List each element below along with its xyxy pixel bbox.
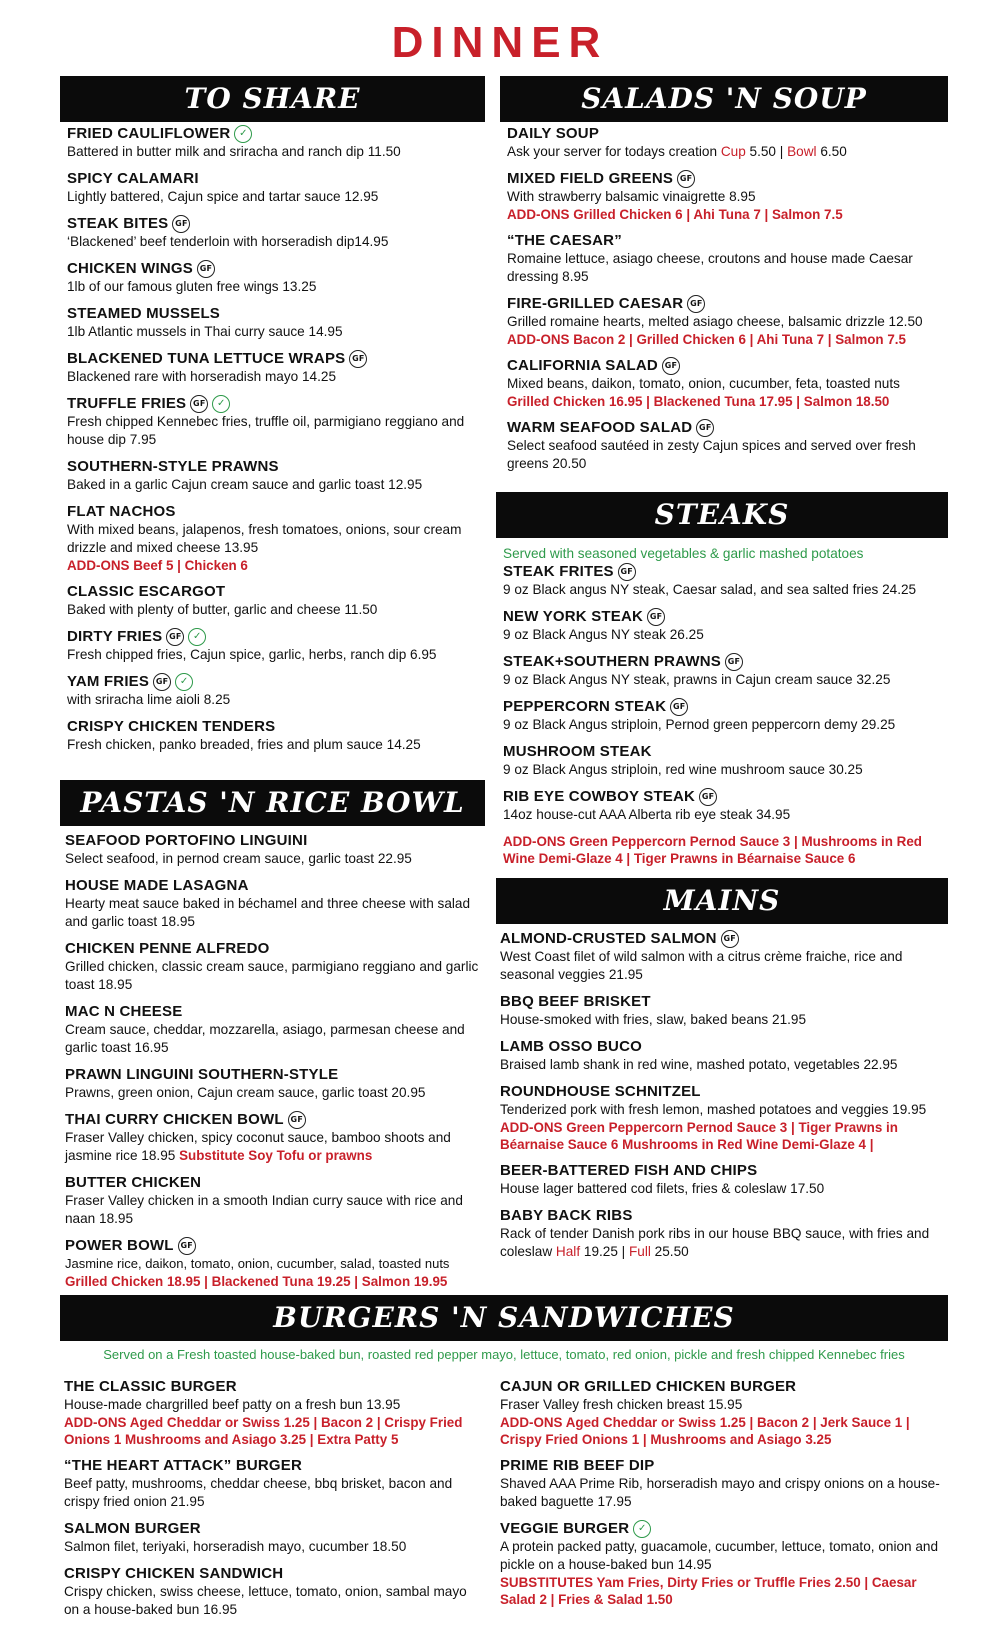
burgers-note: Served on a Fresh toasted house-baked bun, roasted red pepper mayo, lettuce, tomato, red onion, pickle and fresh chipped Kennebec fries: [103, 1347, 905, 1362]
addons-line: ADD-ONS Bacon 2 | Grilled Chicken 6 | Ahi Tuna 7 | Salmon 7.5: [507, 332, 906, 348]
list-item: [507, 357, 947, 410]
item-name: SPICY CALAMARI: [67, 170, 199, 188]
item-desc: Fraser Valley chicken in a smooth Indian curry sauce with rice and naan 18.95: [65, 1193, 463, 1227]
item-desc: Fraser Valley chicken, spicy coconut sauce, bamboo shoots and jasmine rice 18.95 Substitute Soy Tofu or prawns: [65, 1130, 451, 1164]
list-item: [67, 583, 482, 619]
burgers-banner: BURGERS 'N SANDWICHES: [60, 1295, 948, 1341]
item-name: DIRTY FRIES: [67, 628, 163, 646]
salads-list: [507, 125, 947, 482]
item-name: STEAMED MUSSELS: [67, 305, 221, 323]
item-desc: West Coast filet of wild salmon with a citrus crème fraiche, rice and seasonal veggies 21.95: [500, 949, 903, 983]
gluten-free-icon: GF: [696, 419, 714, 437]
item-name: PRIME RIB BEEF DIP: [500, 1457, 655, 1474]
list-item: [500, 930, 948, 984]
steaks-list: [503, 546, 948, 867]
item-desc: Beef patty, mushrooms, cheddar cheese, bbq brisket, bacon and crispy fried onion 21.95: [64, 1476, 453, 1509]
list-item: [500, 1038, 948, 1074]
item-name: MAC N CHEESE: [65, 1003, 183, 1020]
item-desc: ‘Blackened’ beef tenderloin with horseradish dip14.95: [67, 234, 389, 250]
addons-line: ADD-ONS Aged Cheddar or Swiss 1.25 | Bacon 2 | Crispy Fried Onions 1 Mushrooms and Asiago 3.25 | Extra Patty 5: [64, 1415, 463, 1447]
gluten-free-icon: GF: [721, 930, 739, 948]
item-desc: Mixed beans, daikon, tomato, onion, cucumber, feta, toasted nuts: [507, 376, 900, 392]
addons-line: ADD-ONS Green Peppercorn Pernod Sauce 3 | Tiger Prawns in Béarnaise Sauce 6 Mushrooms in Red Wine Demi-Glaze 4 |: [500, 1120, 898, 1153]
list-item: [65, 877, 480, 931]
item-desc: 9 oz Black Angus striploin, red wine mushroom sauce 30.25: [503, 762, 863, 778]
gluten-free-icon: GF: [662, 357, 680, 375]
list-item: [500, 993, 948, 1029]
item-desc: Grilled romaine hearts, melted asiago cheese, balsamic drizzle 12.50: [507, 314, 923, 330]
item-name: SEAFOOD PORTOFINO LINGUINI: [65, 832, 308, 849]
list-item: [67, 170, 482, 206]
item-name: VEGGIE BURGER: [500, 1520, 630, 1537]
list-item: [64, 1378, 484, 1448]
list-item: [67, 628, 482, 664]
item-name: CLASSIC ESCARGOT: [67, 583, 226, 601]
item-desc: House lager battered cod filets, fries & coleslaw 17.50: [500, 1181, 825, 1197]
gluten-free-icon: GF: [618, 563, 636, 581]
half-label: Half: [555, 1244, 581, 1260]
item-name: CALIFORNIA SALAD: [507, 357, 658, 375]
gluten-free-icon: GF: [166, 628, 184, 646]
list-item: [67, 125, 482, 161]
item-name: BLACKENED TUNA LETTUCE WRAPS: [67, 350, 346, 368]
list-item: [500, 1520, 948, 1608]
item-desc: Grilled chicken, classic cream sauce, parmigiano reggiano and garlic toast 18.95: [65, 959, 479, 992]
list-item: [65, 832, 480, 868]
vegetarian-icon: ✓: [234, 125, 252, 143]
list-item: [65, 940, 480, 994]
item-name: SOUTHERN-STYLE PRAWNS: [67, 458, 279, 476]
item-desc: Salmon filet, teriyaki, horseradish mayo, cucumber 18.50: [64, 1539, 407, 1554]
to-share-list: [67, 125, 482, 763]
item-name: PEPPERCORN STEAK: [503, 698, 667, 716]
item-name: WARM SEAFOOD SALAD: [507, 419, 693, 437]
list-item: [65, 1111, 480, 1165]
item-desc: With mixed beans, jalapenos, fresh tomatoes, onions, sour cream drizzle and mixed cheese 13.95: [67, 522, 462, 556]
item-name: STEAK BITES: [67, 215, 169, 233]
burgers-left-list: [64, 1378, 484, 1628]
gluten-free-icon: GF: [687, 295, 705, 313]
vegetarian-icon: ✓: [188, 628, 206, 646]
item-desc: 9 oz Black Angus striploin, Pernod green peppercorn demy 29.25: [503, 717, 896, 733]
item-desc: Crispy chicken, swiss cheese, lettuce, tomato, onion, sambal mayo on a house-baked bun 16.95: [64, 1584, 467, 1617]
item-desc: House-made chargrilled beef patty on a fresh bun 13.95: [64, 1397, 401, 1412]
item-name: MIXED FIELD GREENS: [507, 170, 674, 187]
item-name: HOUSE MADE LASAGNA: [65, 877, 249, 894]
price-options: Grilled Chicken 18.95 | Blackened Tuna 19.25 | Salmon 19.95: [65, 1274, 448, 1290]
list-item: [500, 1207, 948, 1261]
gluten-free-icon: GF: [725, 653, 743, 671]
addons-line: ADD-ONS Aged Cheddar or Swiss 1.25 | Bacon 2 | Jerk Sauce 1 | Crispy Fried Onions 1 | Mushrooms and Asiago 3.25: [500, 1415, 910, 1447]
list-item: [67, 718, 482, 754]
list-item: [67, 260, 482, 296]
list-item: [507, 232, 947, 286]
list-item: [503, 608, 948, 644]
item-name: PRAWN LINGUINI SOUTHERN-STYLE: [65, 1066, 339, 1083]
list-item: [65, 1066, 480, 1102]
item-desc: A protein packed patty, guacamole, cucumber, lettuce, tomato, onion and pickle on a house-baked bun 14.95: [500, 1539, 939, 1573]
item-name: BUTTER CHICKEN: [65, 1174, 202, 1192]
item-name: BEER-BATTERED FISH AND CHIPS: [500, 1162, 758, 1180]
item-name: LAMB OSSO BUCO: [500, 1038, 642, 1056]
item-desc: with sriracha lime aioli 8.25: [67, 692, 231, 708]
list-item: [503, 563, 948, 599]
list-item: [67, 503, 482, 574]
item-desc: Fresh chipped Kennebec fries, truffle oil, parmigiano reggiano and house dip 7.95: [67, 414, 465, 448]
gluten-free-icon: GF: [153, 673, 171, 691]
list-item: [507, 125, 947, 161]
item-desc: Tenderized pork with fresh lemon, mashed potatoes and veggies 19.95: [500, 1102, 927, 1118]
vegetarian-icon: ✓: [633, 1520, 651, 1538]
item-name: CRISPY CHICKEN SANDWICH: [64, 1565, 284, 1582]
list-item: [500, 1083, 948, 1153]
item-name: FRIED CAULIFLOWER: [67, 125, 231, 142]
vegetarian-icon: ✓: [212, 395, 230, 413]
item-desc: Cream sauce, cheddar, mozzarella, asiago, parmesan cheese and garlic toast 16.95: [65, 1022, 465, 1055]
item-desc: Battered in butter milk and sriracha and ranch dip 11.50: [67, 144, 401, 160]
item-desc: 1lb Atlantic mussels in Thai curry sauce 14.95: [67, 324, 343, 340]
item-desc: Select seafood sautéed in zesty Cajun spices and served over fresh greens 20.50: [507, 438, 916, 472]
gluten-free-icon: GF: [190, 395, 208, 413]
item-name: TRUFFLE FRIES: [67, 395, 187, 413]
list-item: [507, 170, 947, 223]
list-item: [67, 395, 482, 449]
burgers-right-list: [500, 1378, 948, 1617]
full-label: Full: [629, 1244, 651, 1260]
item-desc: With strawberry balsamic vinaigrette 8.95: [507, 189, 756, 205]
substitute-note: Substitute Soy Tofu or prawns: [179, 1148, 373, 1164]
item-name: SALMON BURGER: [64, 1520, 201, 1537]
list-item: [503, 788, 948, 824]
list-item: [67, 215, 482, 251]
item-desc: 1lb of our famous gluten free wings 13.25: [67, 279, 317, 295]
list-item: [64, 1457, 484, 1511]
item-name: MUSHROOM STEAK: [503, 743, 652, 761]
item-name: FLAT NACHOS: [67, 503, 176, 521]
item-desc: Prawns, green onion, Cajun cream sauce, garlic toast 20.95: [65, 1085, 426, 1100]
item-name: RIB EYE COWBOY STEAK: [503, 788, 696, 806]
item-name: POWER BOWL: [65, 1237, 174, 1255]
item-name: STEAK FRITES: [503, 563, 614, 580]
mains-banner: MAINS: [496, 878, 948, 924]
vegetarian-icon: ✓: [175, 673, 193, 691]
list-item: [500, 1378, 948, 1448]
substitutes-line: SUBSTITUTES Yam Fries, Dirty Fries or Truffle Fries 2.50 | Caesar Salad 2 | Fries & Salad 1.50: [500, 1575, 917, 1608]
list-item: [503, 698, 948, 734]
list-item: [64, 1520, 484, 1556]
item-desc: Hearty meat sauce baked in béchamel and three cheese with salad and garlic toast 18.95: [65, 896, 471, 929]
item-name: CAJUN OR GRILLED CHICKEN BURGER: [500, 1378, 797, 1395]
item-desc: 9 oz Black Angus NY steak 26.25: [503, 627, 704, 643]
to-share-banner: TO SHARE: [60, 76, 485, 122]
item-desc: Fraser Valley fresh chicken breast 15.95: [500, 1397, 743, 1412]
gluten-free-icon: GF: [670, 698, 688, 716]
item-desc: 9 oz Black angus NY steak, Caesar salad, and sea salted fries 24.25: [503, 582, 917, 598]
item-name: STEAK+SOUTHERN PRAWNS: [503, 653, 721, 671]
gluten-free-icon: GF: [349, 350, 367, 368]
item-desc: Shaved AAA Prime Rib, horseradish mayo and crispy onions on a house-baked baguette 17.95: [500, 1476, 940, 1509]
steaks-note: Served with seasoned vegetables & garlic mashed potatoes: [503, 546, 864, 561]
addons-text: Beef 5 | Chicken 6: [133, 558, 248, 574]
item-name: BBQ BEEF BRISKET: [500, 993, 651, 1011]
item-desc: Braised lamb shank in red wine, mashed potato, vegetables 22.95: [500, 1057, 898, 1073]
list-item: [507, 295, 947, 348]
item-name: THE CLASSIC BURGER: [64, 1378, 237, 1395]
list-item: [500, 1457, 948, 1511]
list-item: [67, 458, 482, 494]
item-desc: Baked in a garlic Cajun cream sauce and garlic toast 12.95: [67, 477, 423, 493]
item-name: ROUNDHOUSE SCHNITZEL: [500, 1083, 701, 1101]
item-name: YAM FRIES: [67, 673, 150, 691]
pastas-list: [65, 832, 480, 1299]
gluten-free-icon: GF: [197, 260, 215, 278]
gluten-free-icon: GF: [647, 608, 665, 626]
price-options: Grilled Chicken 16.95 | Blackened Tuna 17.95 | Salmon 18.50: [507, 394, 890, 410]
gluten-free-icon: GF: [288, 1111, 306, 1129]
item-desc: Rack of tender Danish pork ribs in our house BBQ sauce, with fries and coleslaw Half 19.25 | Full 25.50: [500, 1226, 930, 1260]
list-item: [64, 1565, 484, 1619]
salads-banner: SALADS 'N SOUP: [500, 76, 948, 122]
gluten-free-icon: GF: [172, 215, 190, 233]
item-desc: Fresh chicken, panko breaded, fries and plum sauce 14.25: [67, 737, 421, 753]
addons-line: ADD-ONS Grilled Chicken 6 | Ahi Tuna 7 | Salmon 7.5: [507, 207, 843, 223]
list-item: [503, 743, 948, 779]
item-desc: Baked with plenty of butter, garlic and cheese 11.50: [67, 602, 378, 618]
item-desc: Romaine lettuce, asiago cheese, croutons and house made Caesar dressing 8.95: [507, 251, 913, 285]
item-name: CHICKEN WINGS: [67, 260, 193, 278]
item-desc: Jasmine rice, daikon, tomato, onion, cucumber, salad, toasted nuts: [65, 1256, 450, 1272]
item-name: THAI CURRY CHICKEN BOWL: [65, 1111, 284, 1128]
item-name: CHICKEN PENNE ALFREDO: [65, 940, 270, 957]
steaks-banner: STEAKS: [496, 492, 948, 538]
item-desc: 9 oz Black Angus NY steak, prawns in Cajun cream sauce 32.25: [503, 672, 891, 688]
list-item: [503, 653, 948, 689]
menu-title: DINNER: [391, 18, 609, 67]
list-item: [67, 673, 482, 709]
item-desc: Fresh chipped fries, Cajun spice, garlic, herbs, ranch dip 6.95: [67, 647, 437, 663]
cup-label: Cup: [720, 144, 746, 159]
gluten-free-icon: GF: [178, 1237, 196, 1255]
mains-list: [500, 930, 948, 1270]
item-name: “THE CAESAR”: [507, 232, 622, 250]
list-item: [67, 350, 482, 386]
list-item: [65, 1174, 480, 1228]
list-item: [65, 1003, 480, 1057]
item-name: BABY BACK RIBS: [500, 1207, 633, 1225]
bowl-label: Bowl: [787, 144, 817, 159]
item-desc: Select seafood, in pernod cream sauce, garlic toast 22.95: [65, 851, 412, 866]
addons-line: [67, 557, 482, 574]
item-name: DAILY SOUP: [507, 125, 600, 142]
addons-label: ADD-ONS: [67, 558, 130, 574]
item-desc: Ask your server for todays creation Cup 5.50 | Bowl 6.50: [507, 144, 847, 159]
item-name: CRISPY CHICKEN TENDERS: [67, 718, 276, 736]
item-desc: House-smoked with fries, slaw, baked beans 21.95: [500, 1012, 807, 1028]
item-desc: 14oz house-cut AAA Alberta rib eye steak 34.95: [503, 807, 791, 823]
item-name: ALMOND-CRUSTED SALMON: [500, 930, 717, 947]
item-desc: Blackened rare with horseradish mayo 14.25: [67, 369, 337, 385]
list-item: [65, 1237, 480, 1290]
item-name: “THE HEART ATTACK” BURGER: [64, 1457, 303, 1474]
list-item: [500, 1162, 948, 1198]
list-item: [507, 419, 947, 473]
item-desc: Lightly battered, Cajun spice and tartar sauce 12.95: [67, 189, 379, 205]
gluten-free-icon: GF: [699, 788, 717, 806]
item-name: NEW YORK STEAK: [503, 608, 644, 626]
pastas-banner: PASTAS 'N RICE BOWL: [60, 780, 485, 826]
steaks-addons: ADD-ONS Green Peppercorn Pernod Sauce 3 | Mushrooms in Red Wine Demi-Glaze 4 | Tiger Prawns in Béarnaise Sauce 6: [503, 834, 922, 867]
gluten-free-icon: GF: [677, 170, 695, 188]
list-item: [67, 305, 482, 341]
item-name: FIRE-GRILLED CAESAR: [507, 295, 684, 313]
